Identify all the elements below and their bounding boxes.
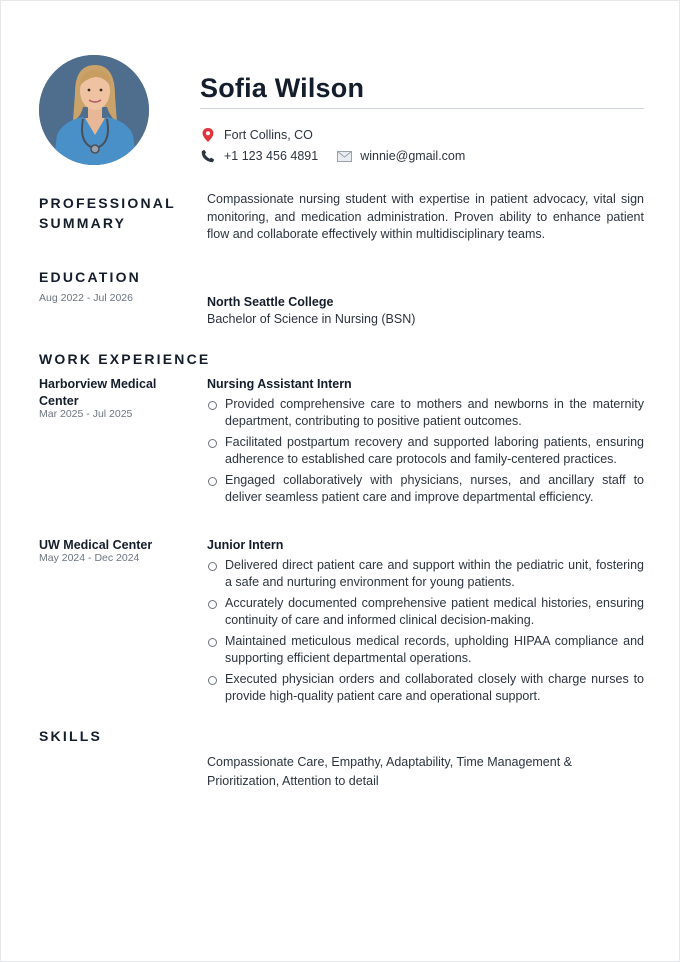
work-heading: WORK EXPERIENCE (39, 351, 211, 367)
education-date: Aug 2022 - Jul 2026 (39, 292, 133, 304)
summary-heading-line2: SUMMARY (39, 215, 127, 231)
job-date: May 2024 - Dec 2024 (39, 552, 140, 564)
list-item: Provided comprehensive care to mothers and newborns in the maternity department, contributing to positive patient outcomes. (207, 396, 644, 430)
list-item: Delivered direct patient care and support within the pediatric unit, fostering a safe and nurturing environment for young patients. (207, 557, 644, 591)
email-text[interactable]: winnie@gmail.com (360, 149, 466, 163)
bullet-circle-icon (208, 600, 217, 609)
location-row (200, 127, 313, 143)
job-entry (207, 376, 644, 510)
skills-line1: Compassionate Care, Empathy, Adaptability, Time Management & (207, 755, 572, 769)
summary-section (207, 191, 644, 244)
skills-section (207, 753, 644, 791)
profile-photo (39, 55, 149, 165)
job-role: Junior Intern (207, 538, 284, 552)
job-organization (39, 376, 189, 410)
job-organization-line2: Center (39, 394, 79, 408)
summary-text: Compassionate nursing student with expertise in patient advocacy, vital sign monitoring, and medication administration. Proven ability to enhance patient flow and collaborate effectively within multidisciplinary teams. (207, 192, 644, 241)
header-divider (200, 108, 644, 109)
education-section (207, 294, 644, 328)
school-name: North Seattle College (207, 295, 334, 309)
job-role: Nursing Assistant Intern (207, 377, 352, 391)
bullet-circle-icon (208, 401, 217, 410)
job-bullets (207, 557, 644, 705)
candidate-name: Sofia Wilson (200, 73, 365, 103)
job-entry (207, 537, 644, 709)
location-pin-icon (200, 127, 216, 143)
job-organization-line1: Harborview Medical (39, 377, 157, 391)
bullet-circle-icon (208, 477, 217, 486)
list-item: Maintained meticulous medical records, upholding HIPAA compliance and supporting efficient departmental operations. (207, 633, 644, 667)
summary-heading (39, 193, 176, 233)
bullet-circle-icon (208, 562, 217, 571)
bullet-circle-icon (208, 676, 217, 685)
phone-icon (200, 148, 216, 164)
summary-heading-line1: PROFESSIONAL (39, 195, 176, 211)
envelope-icon (336, 148, 352, 164)
list-item: Engaged collaboratively with physicians, nurses, and ancillary staff to deliver seamless patient care and improve departmental efficiency. (207, 472, 644, 506)
education-heading: EDUCATION (39, 269, 141, 285)
phone-text: +1 123 456 4891 (224, 149, 319, 163)
list-item: Executed physician orders and collaborated closely with charge nurses to provide high-quality patient care and operational support. (207, 671, 644, 705)
phone-email-row (200, 148, 465, 164)
profile-photo-illustration (39, 55, 149, 165)
list-item: Facilitated postpartum recovery and supported laboring patients, ensuring adherence to established care protocols and family-centered practices. (207, 434, 644, 468)
job-organization-line1: UW Medical Center (39, 538, 153, 552)
skills-line2: Prioritization, Attention to detail (207, 774, 379, 788)
degree-name: Bachelor of Science in Nursing (BSN) (207, 312, 416, 326)
job-bullets (207, 396, 644, 506)
list-item: Accurately documented comprehensive patient medical histories, ensuring continuity of care and informed clinical decision-making. (207, 595, 644, 629)
bullet-circle-icon (208, 638, 217, 647)
skills-heading: SKILLS (39, 728, 102, 744)
bullet-circle-icon (208, 439, 217, 448)
job-date: Mar 2025 - Jul 2025 (39, 408, 133, 420)
location-text: Fort Collins, CO (224, 128, 313, 142)
